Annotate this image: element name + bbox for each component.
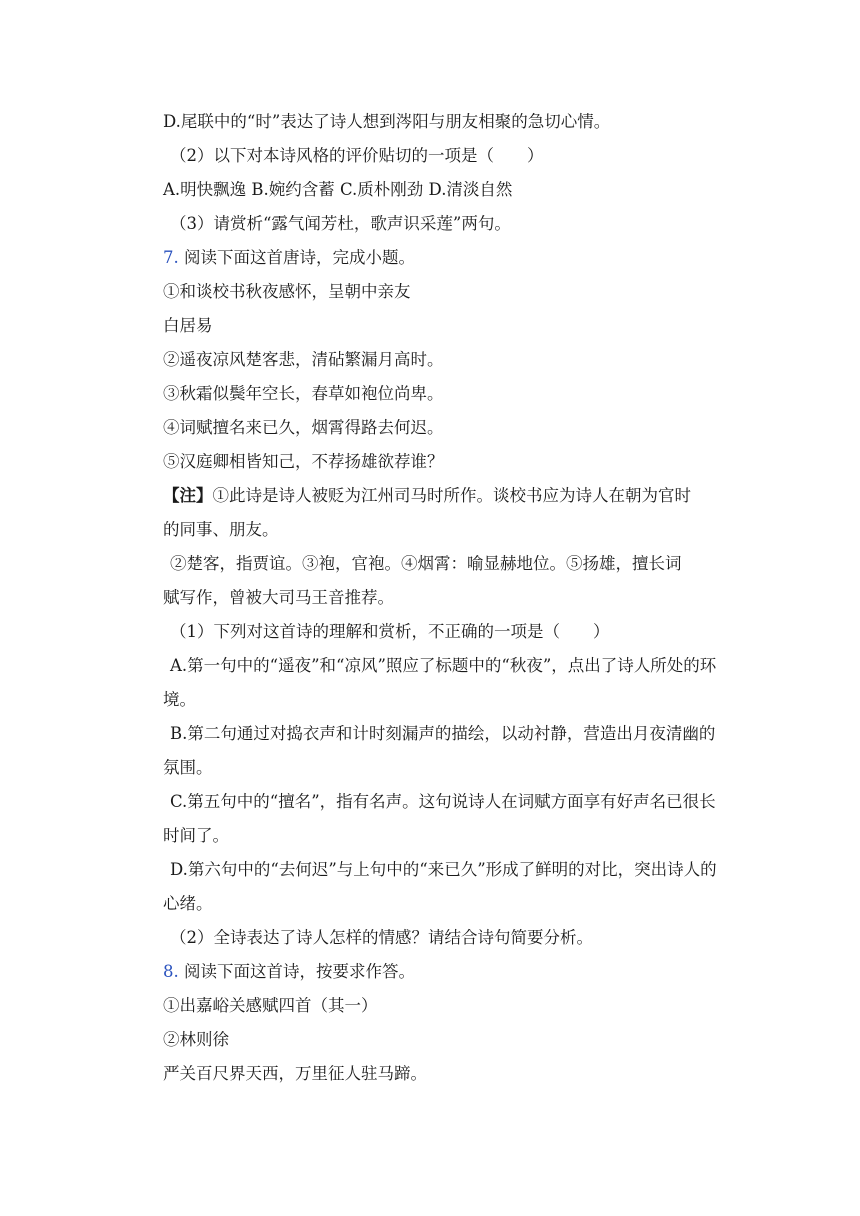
option-b: B.第二句通过对捣衣声和计时刻漏声的描绘，以动衬静，营造出月夜清幽的 (170, 724, 716, 743)
subquestion-2: （2）以下对本诗风格的评价贴切的一项是（ ） (170, 146, 544, 165)
poem-author: 白居易 (163, 316, 213, 335)
note-text: ①此诗是诗人被贬为江州司马时所作。谈校书应为诗人在朝为官时 (212, 486, 691, 505)
note-2: ②楚客，指贾谊。③袍，官袍。④烟霄：喻显赫地位。⑤扬雄，擅长词 (170, 554, 682, 573)
poem-line-4: ⑤汉庭卿相皆知己，不荐扬雄欲荐谁？ (163, 452, 444, 471)
question-prompt: 阅读下面这首唐诗，完成小题。 (184, 248, 415, 267)
option-d: D.第六句中的“去何迟”与上句中的“来已久”形成了鲜明的对比，突出诗人的 (170, 860, 717, 879)
options-line: A.明快飘逸 B.婉约含蓄 C.质朴刚劲 D.清淡自然 (163, 180, 513, 199)
option-a: A.第一句中的“遥夜”和“凉风”照应了标题中的“秋夜”，点出了诗人所处的环 (170, 656, 717, 675)
poem-line-2: ③秋霜似鬓年空长，春草如袍位尚卑。 (163, 384, 444, 403)
note-2-continuation: 赋写作，曾被大司马王音推荐。 (163, 588, 394, 607)
note-continuation: 的同事、朋友。 (163, 520, 279, 539)
subquestion-1: （1）下列对这首诗的理解和赏析，不正确的一项是（ ） (170, 622, 610, 641)
option-b-continuation: 氛围。 (163, 758, 213, 777)
subquestion-2b: （2）全诗表达了诗人怎样的情感？请结合诗句简要分析。 (170, 928, 593, 947)
poem-line-3: ④词赋擅名来已久，烟霄得路去何迟。 (163, 418, 444, 437)
option-a-continuation: 境。 (163, 690, 196, 709)
option-d-continuation: 心绪。 (163, 894, 213, 913)
option-d-line: D.尾联中的“时”表达了诗人想到涔阳与朋友相聚的急切心情。 (163, 112, 611, 131)
note-paragraph (163, 485, 691, 507)
poem-line-2-1: 严关百尺界天西，万里征人驻马蹄。 (163, 1064, 427, 1083)
question-7 (163, 247, 415, 269)
question-prompt: 阅读下面这首诗，按要求作答。 (184, 962, 415, 981)
subquestion-3: （3）请赏析“露气闻芳杜，歌声识采莲”两句。 (170, 214, 511, 233)
poem-title: ①和谈校书秋夜感怀，呈朝中亲友 (163, 282, 411, 301)
question-number: 8. (163, 962, 179, 981)
poem-author-2: ②林则徐 (163, 1030, 229, 1049)
question-8 (163, 961, 415, 983)
poem-title-2: ①出嘉峪关感赋四首（其一） (163, 996, 378, 1015)
poem-line-1: ②遥夜凉风楚客悲，清砧繁漏月高时。 (163, 350, 444, 369)
option-c: C.第五句中的“擅名”，指有名声。这句说诗人在词赋方面享有好声名已很长 (170, 792, 716, 811)
question-number: 7. (163, 248, 179, 267)
note-label: 【注】 (163, 486, 213, 505)
option-c-continuation: 时间了。 (163, 826, 229, 845)
